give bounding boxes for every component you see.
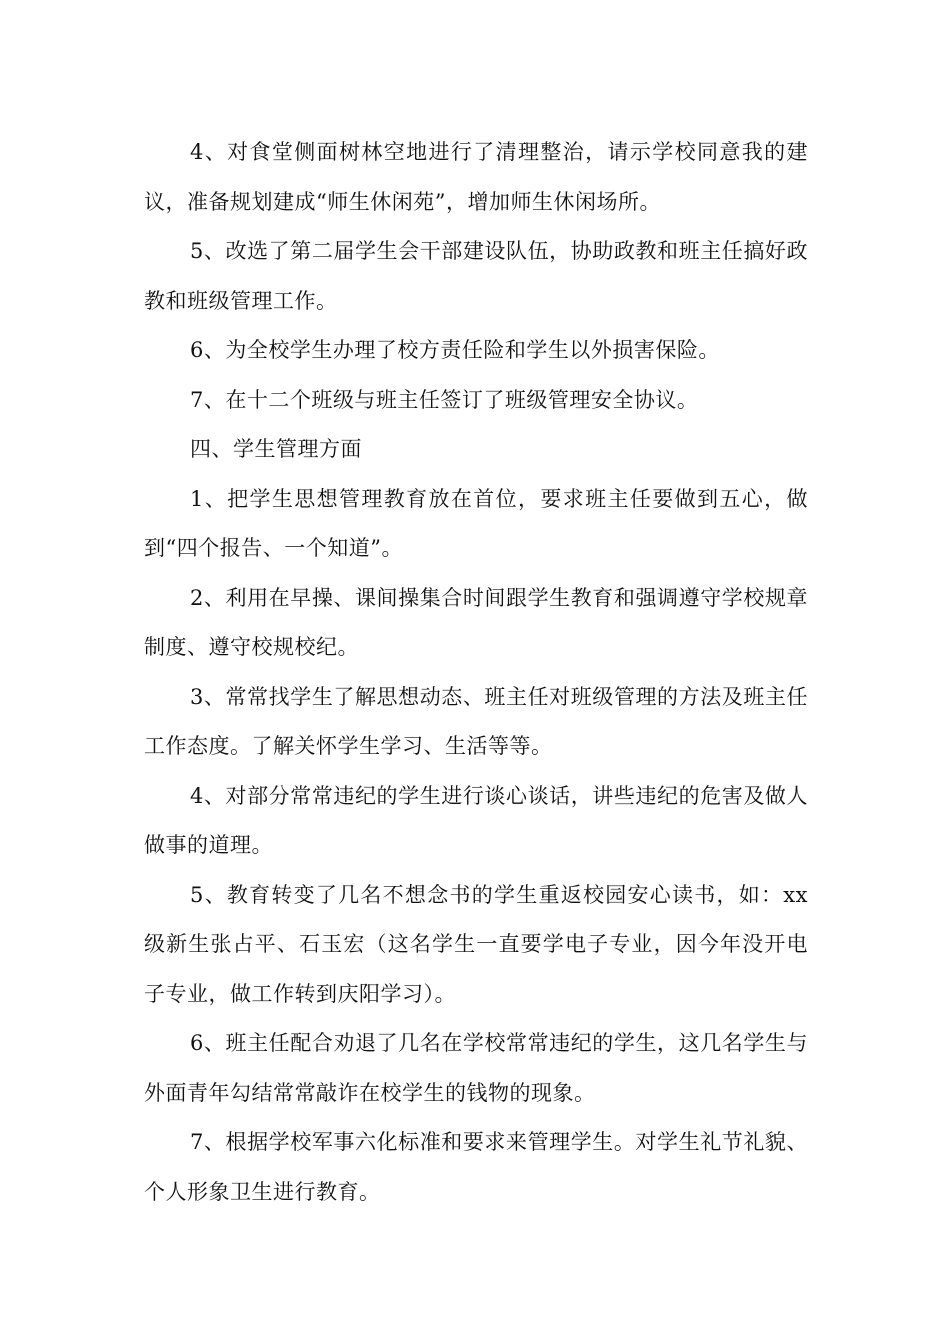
paragraph-item-5-student-union: 5、改选了第二届学生会干部建设队伍，协助政教和班主任搞好政教和班级管理工作。 — [144, 239, 808, 313]
paragraph-item-4-canteen: 4、对食堂侧面树林空地进行了清理整治，请示学校同意我的建议，准备规划建成“师生休闲苑”，增加师生休闲场所。 — [144, 140, 808, 214]
paragraph-item-1-ideology: 1、把学生思想管理教育放在首位，要求班主任要做到五心，做到“四个报告、一个知道”。 — [144, 486, 808, 560]
paragraph-item-2-exercise-time: 2、利用在早操、课间操集合时间跟学生教育和强调遵守学校规章制度、遵守校规校纪。 — [144, 585, 808, 659]
paragraph-item-3-understanding: 3、常常找学生了解思想动态、班主任对班级管理的方法及班主任工作态度。了解关怀学生学习、生活等等。 — [144, 684, 808, 758]
paragraph-item-7-safety-agreement: 7、在十二个班级与班主任签订了班级管理安全协议。 — [190, 387, 699, 412]
paragraph-item-5-return-to-school: 5、教育转变了几名不想念书的学生重返校园安心读书，如：xx级新生张占平、石玉宏（这名学生一直要学电子专业，因今年没开电子专业，做工作转到庆阳学习）。 — [144, 882, 808, 1006]
document-body — [144, 128, 808, 1217]
paragraph-item-6-persuasion: 6、班主任配合劝退了几名在学校常常违纪的学生，这几名学生与外面青年勾结常常敲诈在校学生的钱物的现象。 — [144, 1031, 808, 1105]
paragraph-item-4-talks: 4、对部分常常违纪的学生进行谈心谈话，讲些违纪的危害及做人做事的道理。 — [144, 783, 808, 857]
paragraph-item-6-insurance: 6、为全校学生办理了校方责任险和学生以外损害保险。 — [190, 338, 720, 362]
paragraph-item-7-military-standards: 7、根据学校军事六化标准和要求来管理学生。对学生礼节礼貌、个人形象卫生进行教育。 — [144, 1130, 808, 1204]
section-heading-student-management: 四、学生管理方面 — [190, 437, 362, 461]
